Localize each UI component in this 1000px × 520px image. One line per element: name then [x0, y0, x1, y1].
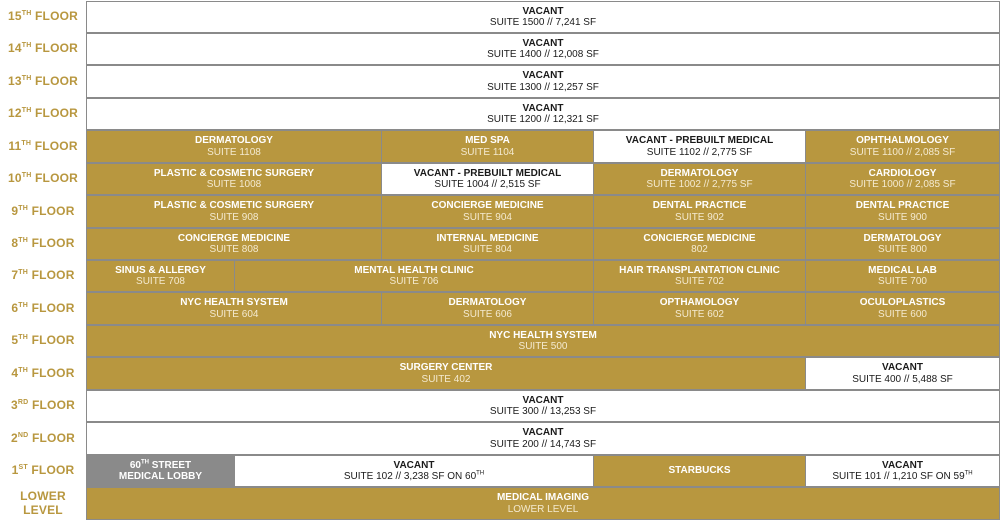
suite-cell[interactable]	[593, 130, 806, 163]
suite-cell[interactable]	[593, 455, 806, 487]
floor-label-11: 11TH FLOOR	[8, 138, 78, 153]
floor-row-13	[86, 65, 1000, 98]
suite-info: SUITE 900	[878, 211, 927, 223]
floor-row-9	[86, 195, 1000, 228]
tenant-name: VACANT	[522, 70, 564, 81]
tenant-name: MEDICAL LAB	[868, 264, 937, 276]
tenant-name: DERMATOLOGY	[195, 135, 273, 146]
suite-cell[interactable]	[593, 292, 806, 325]
suite-info: SUITE 800	[878, 244, 927, 255]
suite-cell[interactable]	[805, 195, 1000, 228]
tenant-name: VACANT	[393, 459, 435, 471]
floor-label-7: 7TH FLOOR	[11, 268, 75, 283]
suite-cell[interactable]	[381, 228, 594, 260]
floor-row-10	[86, 163, 1000, 195]
suite-info: 802	[691, 244, 708, 255]
suite-cell[interactable]	[805, 163, 1000, 195]
floor-label-lower-level: LOWER LEVEL	[20, 489, 66, 517]
tenant-name: VACANT - PREBUILT MEDICAL	[413, 167, 562, 179]
suite-cell[interactable]	[381, 195, 594, 228]
floor-label-9: 9TH FLOOR	[11, 203, 75, 218]
floor-label-4: 4TH FLOOR	[11, 365, 75, 380]
tenant-name: VACANT	[522, 427, 564, 438]
suite-info: SUITE 600	[878, 308, 927, 320]
floor-row-14	[86, 33, 1000, 65]
suite-info: SUITE 1100 // 2,085 SF	[849, 146, 956, 158]
suite-info: SUITE 700	[878, 276, 927, 287]
tenant-name: VACANT	[522, 394, 564, 406]
tenant-name: INTERNAL MEDICINE	[436, 232, 539, 244]
tenant-name: MEDICAL IMAGING	[496, 492, 590, 503]
tenant-name: DERMATOLOGY	[660, 167, 739, 179]
suite-cell[interactable]	[381, 292, 594, 325]
floor-row-8	[86, 228, 1000, 260]
suite-cell[interactable]	[86, 195, 382, 228]
floor-label-14: 14TH FLOOR	[7, 41, 79, 56]
suite-info: LOWER LEVEL	[507, 503, 579, 515]
suite-cell[interactable]	[805, 228, 1000, 260]
suite-info: SUITE 1002 // 2,775 SF	[646, 179, 753, 190]
suite-info: SUITE 804	[463, 244, 512, 255]
suite-info: SUITE 904	[463, 211, 512, 223]
suite-info: SUITE 1000 // 2,085 SF	[849, 179, 956, 190]
suite-info: SUITE 1008	[206, 179, 262, 190]
tenant-name: OPTHAMOLOGY	[659, 297, 740, 308]
floor-row-2	[86, 422, 1000, 455]
suite-info: SUITE 1400 // 12,008 SF	[487, 49, 599, 60]
floor-label-3: 3RD FLOOR	[11, 398, 75, 413]
floor-row-4	[86, 357, 1000, 390]
floor-label-1: 1ST FLOOR	[11, 463, 75, 478]
tenant-name: NYC HEALTH SYSTEM	[180, 297, 288, 308]
floor-row-1	[86, 455, 1000, 487]
tenant-name: VACANT	[522, 5, 564, 17]
tenant-name: VACANT - PREBUILT MEDICAL	[625, 135, 774, 146]
suite-cell[interactable]	[86, 487, 1000, 520]
suite-info: SUITE 1004 // 2,515 SF	[434, 179, 541, 190]
suite-cell[interactable]	[381, 130, 594, 163]
floor-label-15: 15TH FLOOR	[7, 9, 79, 24]
suite-cell[interactable]	[86, 422, 1000, 455]
tenant-name: CONCIERGE MEDICINE	[643, 232, 756, 244]
tenant-name: OCULOPLASTICS	[859, 297, 946, 308]
suite-cell[interactable]	[234, 455, 594, 487]
suite-info: SUITE 500	[518, 341, 568, 352]
suite-cell[interactable]	[86, 33, 1000, 65]
floor-row-5	[86, 325, 1000, 357]
tenant-name: DENTAL PRACTICE	[855, 200, 950, 211]
floor-label-8: 8TH FLOOR	[11, 236, 75, 251]
floor-label-12: 12TH FLOOR	[7, 106, 79, 121]
tenant-name: OPHTHALMOLOGY	[856, 135, 949, 146]
tenant-name: STARBUCKS	[668, 465, 731, 477]
floor-row-12	[86, 98, 1000, 130]
suite-info: SUITE 706	[389, 276, 439, 287]
tenant-name: VACANT	[522, 37, 564, 49]
tenant-name: CARDIOLOGY	[868, 167, 937, 179]
suite-info: SUITE 1108	[207, 146, 261, 158]
suite-cell[interactable]	[86, 292, 382, 325]
suite-info: SUITE 1300 // 12,257 SF	[487, 81, 599, 93]
suite-cell[interactable]	[86, 1, 1000, 33]
suite-cell[interactable]	[86, 130, 382, 163]
suite-cell[interactable]	[593, 195, 806, 228]
suite-cell[interactable]	[86, 390, 1000, 422]
tenant-name: CONCIERGE MEDICINE	[431, 200, 544, 211]
floor-row-11	[86, 130, 1000, 163]
floor-row-3	[86, 390, 1000, 422]
tenant-name: MENTAL HEALTH CLINIC	[354, 264, 474, 276]
tenant-name: NYC HEALTH SYSTEM	[489, 329, 597, 341]
tenant-name: 60TH STREET	[129, 459, 192, 471]
floor-label-13: 13TH FLOOR	[7, 73, 79, 88]
suite-cell[interactable]	[805, 260, 1000, 292]
suite-info: SUITE 101 // 1,210 SF ON 59TH	[832, 470, 973, 482]
suite-info: SUITE 102 // 3,238 SF ON 60TH	[343, 470, 485, 482]
floor-row-7	[86, 260, 1000, 292]
tenant-name: HAIR TRANSPLANTATION CLINIC	[619, 264, 780, 276]
suite-info: SUITE 708	[136, 276, 185, 287]
suite-info: SUITE 1102 // 2,775 SF	[646, 146, 753, 158]
suite-cell[interactable]	[805, 130, 1000, 163]
tenant-name: PLASTIC & COSMETIC SURGERY	[153, 200, 315, 211]
suite-info: SUITE 602	[675, 308, 724, 320]
suite-cell[interactable]	[805, 357, 1000, 390]
suite-cell[interactable]	[86, 357, 806, 390]
suite-cell[interactable]	[86, 260, 235, 292]
suite-cell[interactable]	[86, 325, 1000, 357]
suite-cell[interactable]	[593, 163, 806, 195]
suite-info: SUITE 908	[209, 211, 259, 223]
floor-label-2: 2ND FLOOR	[11, 430, 75, 445]
suite-cell[interactable]	[86, 65, 1000, 98]
floor-row-6	[86, 292, 1000, 325]
suite-info: SUITE 808	[209, 244, 259, 255]
floor-label-10: 10TH FLOOR	[7, 171, 79, 186]
suite-cell[interactable]	[86, 228, 382, 260]
suite-info: SUITE 604	[209, 308, 259, 320]
suite-cell[interactable]	[86, 163, 382, 195]
tenant-name: SURGERY CENTER	[399, 362, 493, 373]
suite-info: SUITE 902	[675, 211, 724, 223]
floor-row-15	[86, 1, 1000, 33]
tenant-name: VACANT	[882, 362, 923, 373]
suite-cell[interactable]	[805, 455, 1000, 487]
floor-label-6: 6TH FLOOR	[11, 300, 75, 315]
suite-info: SUITE 400 // 5,488 SF	[852, 373, 953, 385]
suite-cell[interactable]	[86, 98, 1000, 130]
suite-info: SUITE 1500 // 7,241 SF	[489, 17, 597, 28]
suite-info: SUITE 1200 // 12,321 SF	[487, 114, 599, 125]
suite-cell[interactable]	[381, 163, 594, 195]
floor-label-5: 5TH FLOOR	[11, 333, 75, 348]
tenant-name: MED SPA	[465, 135, 510, 146]
tenant-name: DERMATOLOGY	[448, 297, 527, 308]
tenant-name: CONCIERGE MEDICINE	[177, 232, 291, 244]
tenant-name: DENTAL PRACTICE	[652, 200, 747, 211]
suite-cell[interactable]	[86, 455, 235, 487]
tenant-name-line2: MEDICAL LOBBY	[118, 471, 203, 482]
tenant-name: PLASTIC & COSMETIC SURGERY	[153, 167, 315, 179]
suite-info: SUITE 402	[421, 373, 471, 385]
suite-info: SUITE 702	[675, 276, 724, 287]
floor-row-lower-level	[86, 487, 1000, 520]
suite-cell[interactable]	[234, 260, 594, 292]
tenant-name: VACANT	[882, 459, 923, 471]
suite-cell[interactable]	[593, 228, 806, 260]
suite-info: SUITE 200 // 14,743 SF	[489, 438, 597, 450]
suite-info: SUITE 606	[463, 308, 512, 320]
tenant-name: DERMATOLOGY	[863, 232, 942, 244]
suite-info: SUITE 300 // 13,253 SF	[489, 406, 597, 417]
tenant-name: VACANT	[522, 102, 564, 114]
suite-info: SUITE 1104	[460, 146, 515, 158]
suite-cell[interactable]	[805, 292, 1000, 325]
suite-cell[interactable]	[593, 260, 806, 292]
tenant-name: SINUS & ALLERGY	[115, 264, 206, 276]
